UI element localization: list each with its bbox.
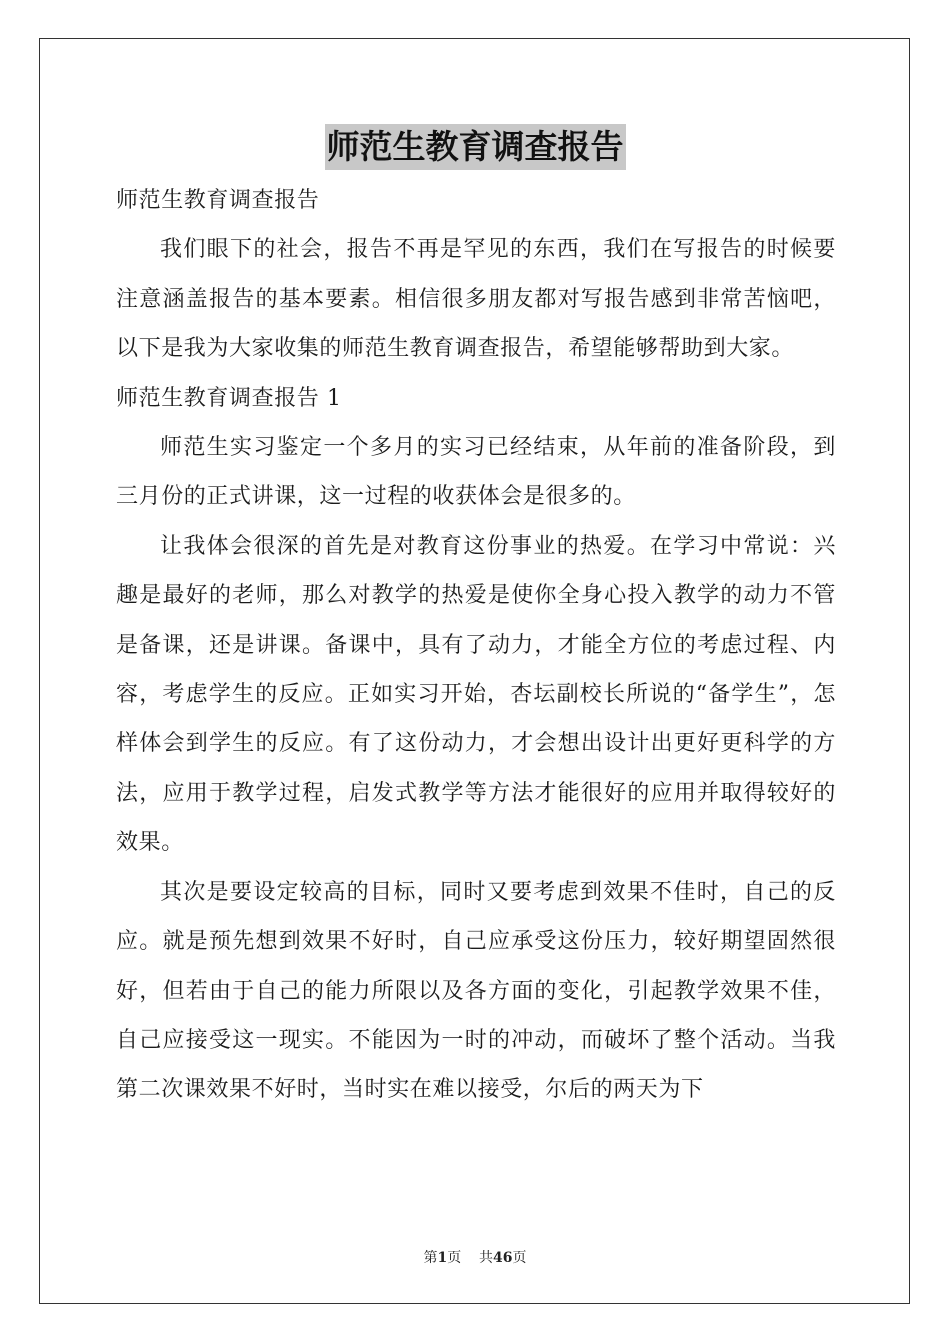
paragraph-4: 让我体会很深的首先是对教育这份事业的热爱。在学习中常说：兴趣是最好的老师，那么对教学的热爱是使你全身心投入教学的动力不管是备课，还是讲课。备课中，具有了动力，才能全方位的考虑过程、内容，考虑学生的反应。正如实习开始，杏坛副校长所说的“备学生”，怎样体会到学生的反应。有了这份动力，才会想出设计出更好更科学的方法，应用于教学过程，启发式教学等方法才能很好的应用并取得较好的效果。 — [116, 533, 836, 856]
footer-page-suffix: 页 — [447, 1250, 462, 1266]
paragraph-0: 师范生教育调查报告 — [116, 188, 320, 213]
paragraph-1: 我们眼下的社会，报告不再是罕见的东西，我们在写报告的时候要注意涵盖报告的基本要素。相信很多朋友都对写报告感到非常苦恼吧，以下是我为大家收集的师范生教育调查报告，希望能够帮助到大家。 — [116, 237, 836, 362]
footer-total-prefix: 共 — [479, 1250, 494, 1266]
document-body — [116, 176, 836, 1115]
document-title: 师范生教育调查报告 — [325, 124, 626, 170]
page-footer — [0, 1247, 950, 1267]
footer-page-number: 1 — [437, 1250, 448, 1266]
paragraph-3: 师范生实习鉴定一个多月的实习已经结束，从年前的准备阶段，到三月份的正式讲课，这一过程的收获体会是很多的。 — [116, 435, 836, 510]
title-wrap — [0, 124, 950, 170]
footer-total-suffix: 页 — [512, 1250, 527, 1266]
paragraph-5: 其次是要设定较高的目标，同时又要考虑到效果不佳时，自己的反应。就是预先想到效果不好时，自己应承受这份压力，较好期望固然很好，但若由于自己的能力所限以及各方面的变化，引起教学效果不佳，自己应接受这一现实。不能因为一时的冲动，而破坏了整个活动。当我第二次课效果不好时，当时实在难以接受，尔后的两天为下 — [116, 879, 836, 1103]
paragraph-2: 师范生教育调查报告 1 — [116, 385, 342, 411]
footer-total-pages: 46 — [493, 1250, 513, 1266]
footer-page-prefix: 第 — [423, 1250, 438, 1266]
